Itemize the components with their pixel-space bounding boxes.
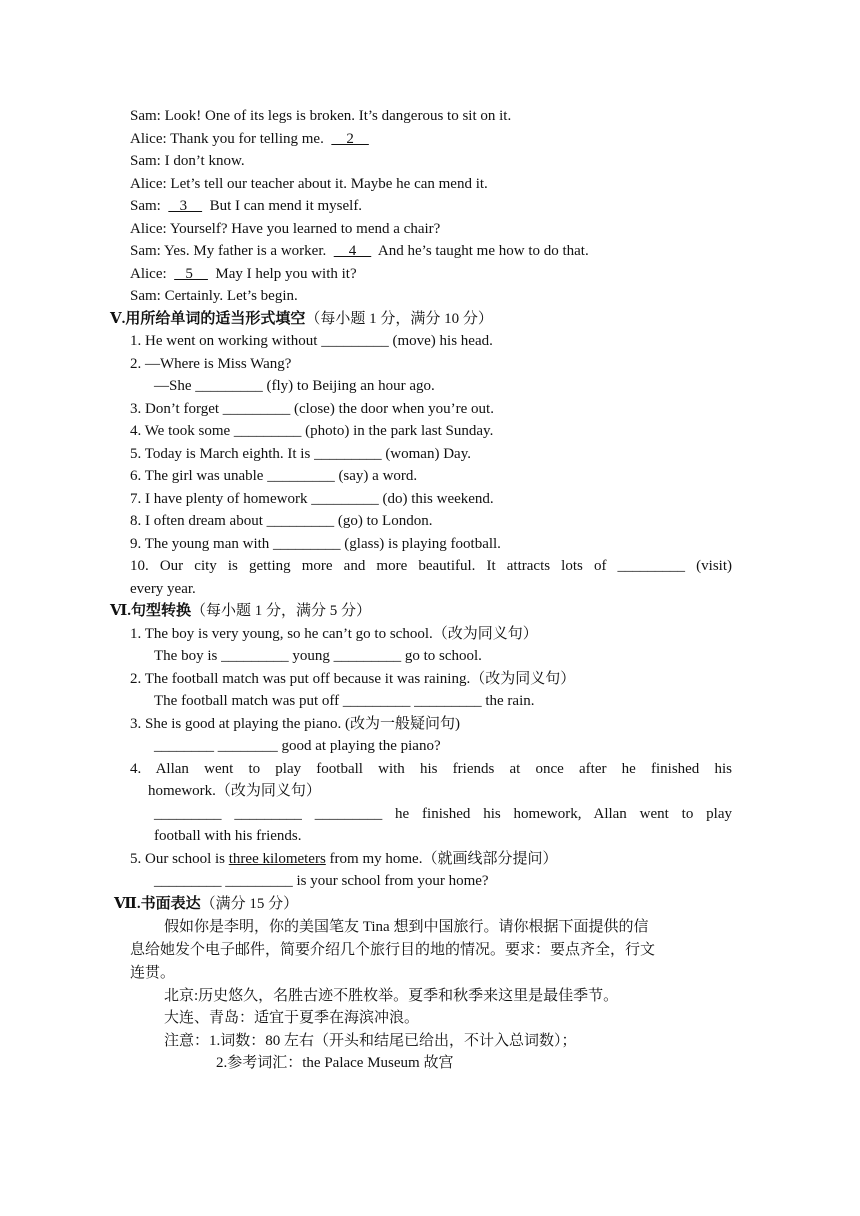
writing-prompt: 假如你是李明，你的美国笔友 Tina 想到中国旅行。请你根据下面提供的信 — [164, 919, 649, 935]
dialogue-line: Alice: 5 May I help you with it? — [130, 266, 357, 282]
question-item: 5. Today is March eighth. It is _________ (woman) Day. — [130, 446, 471, 462]
question-item: ________ ________ good at playing the piano? — [154, 738, 441, 754]
writing-prompt: 连贯。 — [130, 965, 176, 981]
section-title: Ⅶ.书面表达（满分 15 分） — [114, 896, 299, 912]
dialogue-line: Sam: Look! One of its legs is broken. It’s dangerous to sit on it. — [130, 108, 512, 124]
question-item: _________ _________ _________ he finished his homework, Allan went to play — [154, 806, 732, 822]
question-item: 1. The boy is very young, so he can’t go to school.（改为同义句） — [130, 626, 538, 642]
underlined-phrase: three kilometers — [228, 851, 326, 867]
question-item: _________ _________ is your school from your home? — [154, 873, 489, 889]
dialogue-line: Alice: Yourself? Have you learned to mend a chair? — [130, 221, 441, 237]
question-item: every year. — [130, 581, 196, 597]
answer-blank-2: 2 — [331, 131, 369, 147]
dialogue-line: Sam: Yes. My father is a worker. 4 And he’s taught me how to do that. — [130, 243, 589, 259]
question-item: 1. He went on working without _________ (move) his head. — [130, 333, 493, 349]
question-item: 5. Our school is three kilometers from my home.（就画线部分提问） — [130, 851, 558, 867]
section-title: Ⅵ.句型转换（每小题 1 分，满分 5 分） — [110, 603, 372, 619]
question-item: homework.（改为同义句） — [148, 783, 321, 799]
question-item: 2. —Where is Miss Wang? — [130, 356, 292, 372]
question-item: 10. Our city is getting more and more beautiful. It attracts lots of _________ (visit) — [130, 558, 732, 574]
dialogue-line: Alice: Thank you for telling me. 2 — [130, 131, 369, 147]
question-item: 7. I have plenty of homework _________ (do) this weekend. — [130, 491, 494, 507]
question-item: 4. We took some _________ (photo) in the park last Sunday. — [130, 423, 494, 439]
section-title: Ⅴ.用所给单词的适当形式填空（每小题 1 分，满分 10 分） — [110, 311, 493, 327]
answer-blank-5: 5 — [174, 266, 208, 282]
question-item: The football match was put off _________ _________ the rain. — [154, 693, 535, 709]
answer-blank-4: 4 — [333, 243, 372, 259]
writing-prompt: 2.参考词汇：the Palace Museum 故宫 — [216, 1055, 454, 1071]
question-item: 3. She is good at playing the piano. (改为一般疑问句) — [130, 716, 460, 732]
dialogue-line: Sam: I don’t know. — [130, 153, 245, 169]
dialogue-line: Alice: Let’s tell our teacher about it. Maybe he can mend it. — [130, 176, 488, 192]
question-item: The boy is _________ young _________ go to school. — [154, 648, 482, 664]
writing-prompt: 息给她发个电子邮件，简要介绍几个旅行目的地的情况。要求：要点齐全，行文 — [130, 942, 656, 958]
answer-blank-3: 3 — [168, 198, 203, 214]
writing-prompt: 大连、青岛：适宜于夏季在海滨冲浪。 — [164, 1010, 420, 1026]
question-item: 8. I often dream about _________ (go) to London. — [130, 513, 433, 529]
question-item: 2. The football match was put off because it was raining.（改为同义句） — [130, 671, 576, 687]
dialogue-line: Sam: 3 But I can mend it myself. — [130, 198, 363, 214]
question-item: 9. The young man with _________ (glass) is playing football. — [130, 536, 501, 552]
question-item: 4. Allan went to play football with his friends at once after he finished his — [130, 761, 732, 777]
dialogue-line: Sam: Certainly. Let’s begin. — [130, 288, 298, 304]
question-item: —She _________ (fly) to Beijing an hour ago. — [154, 378, 435, 394]
question-item: 6. The girl was unable _________ (say) a word. — [130, 468, 418, 484]
question-item: football with his friends. — [154, 828, 302, 844]
writing-prompt: 注意：1.词数：80 左右（开头和结尾已给出，不计入总词数）； — [164, 1033, 577, 1049]
question-item: 3. Don’t forget _________ (close) the door when you’re out. — [130, 401, 494, 417]
writing-prompt: 北京:历史悠久，名胜古迹不胜枚举。夏季和秋季来这里是最佳季节。 — [164, 988, 619, 1004]
